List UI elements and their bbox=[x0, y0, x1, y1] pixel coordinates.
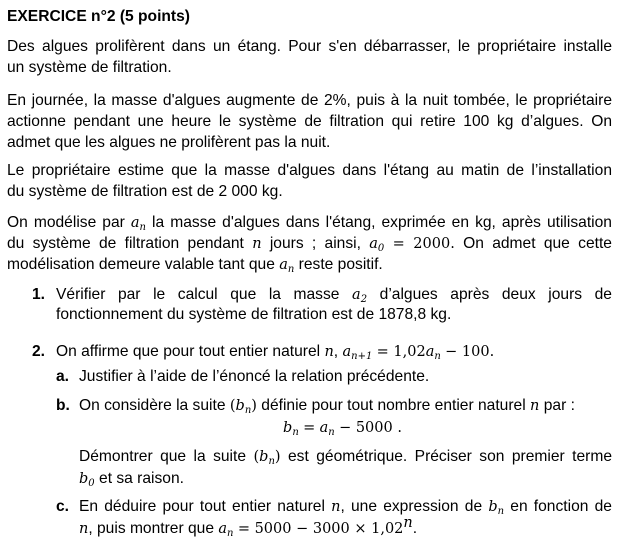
intro-paragraph-1-line-1: Des algues prolifèrent dans un étang. Pour s'en débarrasser, le propriétaire installe bbox=[7, 38, 612, 55]
math-b-n bbox=[283, 420, 299, 436]
math-sup: n bbox=[403, 515, 413, 531]
intro-paragraph-3-line-1: Le propriétaire estime que la masse d'algues dans l'étang au matin de l’installation bbox=[7, 162, 612, 179]
math-var: b bbox=[259, 449, 269, 465]
math-sub: n+1 bbox=[351, 351, 373, 362]
intro-paragraph-4-line-3 bbox=[7, 254, 383, 276]
math-end: − 5000 . bbox=[339, 420, 402, 436]
math-var: b bbox=[235, 398, 245, 414]
math-b-n bbox=[488, 499, 504, 515]
math-var: b bbox=[283, 420, 293, 436]
intro-paragraph-1-line-2: un système de filtration. bbox=[7, 59, 172, 76]
text: On affirme que pour tout entier naturel bbox=[56, 343, 321, 360]
math-sub: n bbox=[497, 506, 505, 517]
text: la masse d'algues dans l'étang, exprimée en kg, après utilisation bbox=[152, 214, 612, 231]
question-2-line-1 bbox=[56, 341, 494, 363]
math-sub: n bbox=[268, 456, 275, 467]
text: définie pour tout nombre entier naturel bbox=[261, 397, 526, 414]
comma: , bbox=[333, 343, 339, 360]
math-expression: = 5000 − 3000 × 1,02 bbox=[237, 521, 404, 537]
text: En déduire pour tout entier naturel bbox=[79, 498, 325, 515]
question-1-number: 1. bbox=[32, 286, 46, 303]
math-var: b bbox=[79, 471, 89, 487]
math-eq: = 1,02 bbox=[376, 344, 426, 360]
math-n: n bbox=[252, 236, 262, 252]
math-sub: n bbox=[287, 264, 295, 275]
math-sub: n bbox=[227, 528, 234, 539]
question-1-line-1 bbox=[56, 284, 612, 306]
text: , une expression de bbox=[340, 498, 483, 515]
question-1-line-2: fonctionnement du système de filtration est de 1878,8 kg. bbox=[56, 306, 452, 323]
math-b-n bbox=[236, 398, 252, 414]
math-a-n bbox=[218, 521, 233, 537]
intro-paragraph-2-line-3: admet que les algues ne prolifèrent pas la nuit. bbox=[7, 134, 331, 151]
question-2a-letter: a. bbox=[56, 368, 70, 385]
math-a-n bbox=[426, 344, 441, 360]
math-sub: n bbox=[244, 405, 252, 416]
question-2b-formula bbox=[0, 417, 625, 439]
math-n: n bbox=[79, 521, 89, 537]
math-a-n bbox=[320, 420, 335, 436]
math-var: a bbox=[352, 287, 361, 303]
question-2-number: 2. bbox=[32, 343, 46, 360]
math-sub: n bbox=[434, 351, 441, 362]
text: On admet que cette bbox=[463, 235, 612, 252]
math-sub: 2 bbox=[360, 294, 368, 305]
text: Vérifier par le calcul que la masse bbox=[56, 286, 340, 303]
question-2b-line-3 bbox=[79, 446, 612, 468]
intro-paragraph-4-line-1 bbox=[7, 212, 612, 234]
math-paren-close: ) bbox=[251, 398, 257, 414]
math-b-n-seq bbox=[253, 448, 280, 465]
math-n: n bbox=[324, 344, 334, 360]
math-eq bbox=[237, 515, 413, 537]
text: du système de filtration pendant bbox=[7, 235, 244, 252]
math-paren-open: ( bbox=[229, 398, 236, 414]
text: , puis montrer que bbox=[88, 520, 215, 537]
text: et sa raison. bbox=[99, 470, 184, 487]
math-a-n-plus-1 bbox=[342, 344, 372, 360]
math-eq: = bbox=[303, 420, 316, 436]
math-b-n bbox=[259, 449, 275, 465]
text: On modélise par bbox=[7, 214, 125, 231]
math-end: − 100. bbox=[445, 344, 495, 360]
math-var: a bbox=[369, 236, 378, 252]
question-2c-letter: c. bbox=[56, 498, 70, 515]
question-2b-line-1 bbox=[79, 395, 575, 417]
exercise-title: EXERCICE n°2 (5 points) bbox=[7, 8, 190, 25]
text: Démontrer que la suite bbox=[79, 448, 247, 465]
math-a-0 bbox=[369, 236, 384, 252]
text: est géométrique. Préciser son premier terme bbox=[288, 448, 612, 465]
text: d’algues après deux jours de bbox=[379, 286, 612, 303]
intro-paragraph-3-line-2: du système de filtration est de 2 000 kg. bbox=[7, 183, 283, 200]
math-n: n bbox=[530, 398, 540, 414]
text: reste positif. bbox=[298, 256, 383, 273]
math-var: a bbox=[425, 344, 435, 360]
question-2c-line-2 bbox=[79, 515, 418, 540]
math-sub: 0 bbox=[88, 478, 95, 489]
math-sub: n bbox=[328, 427, 335, 438]
text: modélisation demeure valable tant que bbox=[7, 256, 275, 273]
math-sub: 0 bbox=[377, 243, 385, 254]
question-2a-text: Justifier à l’aide de l’énoncé la relation précédente. bbox=[79, 368, 430, 385]
math-var: a bbox=[218, 521, 228, 537]
math-eq: = 2000. bbox=[392, 236, 455, 252]
text: jours ; ainsi, bbox=[269, 235, 361, 252]
math-sub: n bbox=[292, 427, 299, 438]
math-a-n bbox=[131, 215, 146, 231]
math-paren-open: ( bbox=[253, 449, 260, 465]
intro-paragraph-4-line-2 bbox=[7, 233, 612, 255]
question-2c-line-1 bbox=[79, 496, 612, 518]
text: en fonction de bbox=[510, 498, 612, 515]
intro-paragraph-2-line-1: En journée, la masse d'algues augmente de 2%, puis à la nuit tombée, le propriétaire bbox=[7, 92, 612, 109]
question-2b-line-4 bbox=[79, 468, 184, 490]
math-var: a bbox=[130, 215, 140, 231]
math-var: a bbox=[342, 344, 352, 360]
math-n: n bbox=[331, 499, 341, 515]
question-2b-letter: b. bbox=[56, 397, 70, 414]
math-b-0 bbox=[79, 471, 95, 487]
math-sub: n bbox=[139, 222, 146, 233]
text: On considère la suite bbox=[79, 397, 226, 414]
math-var: a bbox=[279, 257, 288, 273]
math-var: b bbox=[488, 499, 498, 515]
text: par : bbox=[543, 397, 575, 414]
intro-paragraph-2-line-2: actionne pendant une heure le système de filtration qui retire 100 kg d’algues. On bbox=[7, 113, 612, 130]
math-var: a bbox=[319, 420, 329, 436]
math-paren-close: ) bbox=[274, 449, 281, 465]
math-a-n bbox=[279, 257, 294, 273]
math-a-2 bbox=[352, 287, 367, 303]
period: . bbox=[412, 520, 418, 537]
